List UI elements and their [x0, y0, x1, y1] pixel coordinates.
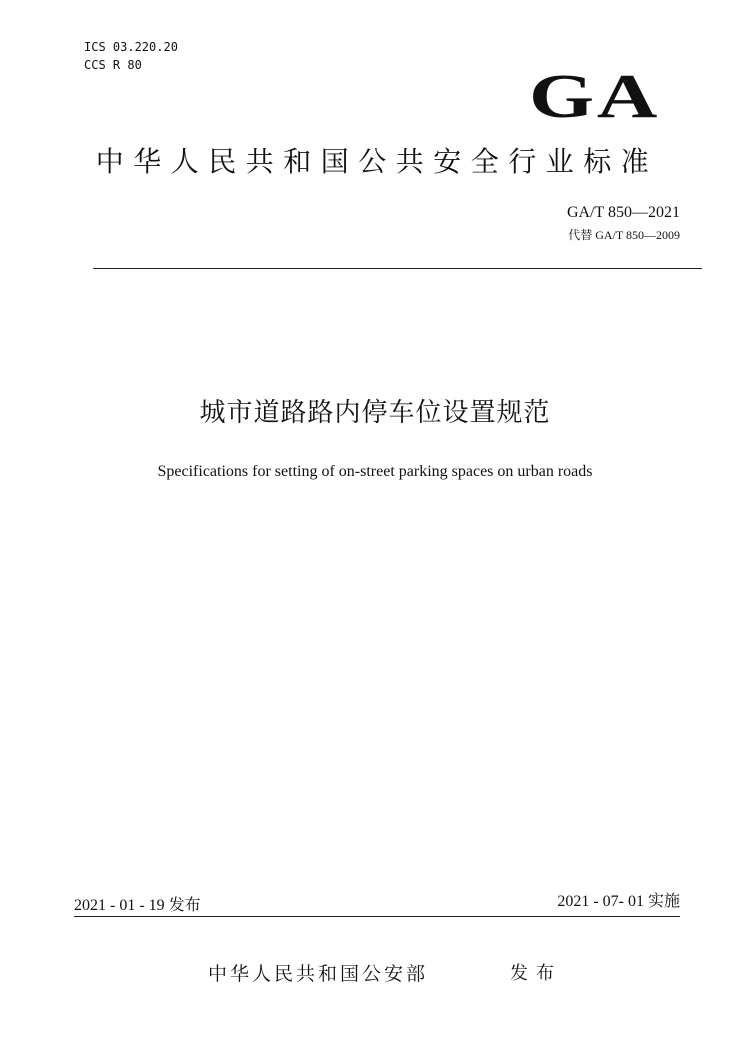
- ics-code: ICS 03.220.20: [84, 40, 178, 54]
- issue-label: 发布: [510, 963, 562, 984]
- footer-divider: [74, 916, 680, 917]
- document-english-title: Specifications for setting of on-street parking spaces on urban roads: [157, 463, 593, 480]
- replaces-standard: 代替 GA/T 850—2009: [568, 228, 680, 242]
- ga-logo: GA: [529, 63, 660, 131]
- issuing-authority: 中华人民共和国公安部: [208, 963, 429, 985]
- standard-category-title: 中华人民共和国公共安全行业标准: [95, 145, 659, 178]
- header-divider: [93, 268, 702, 269]
- document-title: 城市道路路内停车位设置规范: [199, 398, 551, 428]
- implementation-date: 2021 - 07- 01 实施: [557, 893, 680, 910]
- ccs-code: CCS R 80: [84, 58, 142, 72]
- publish-date: 2021 - 01 - 19 发布: [74, 897, 201, 914]
- standard-number: GA/T 850—2021: [566, 204, 680, 221]
